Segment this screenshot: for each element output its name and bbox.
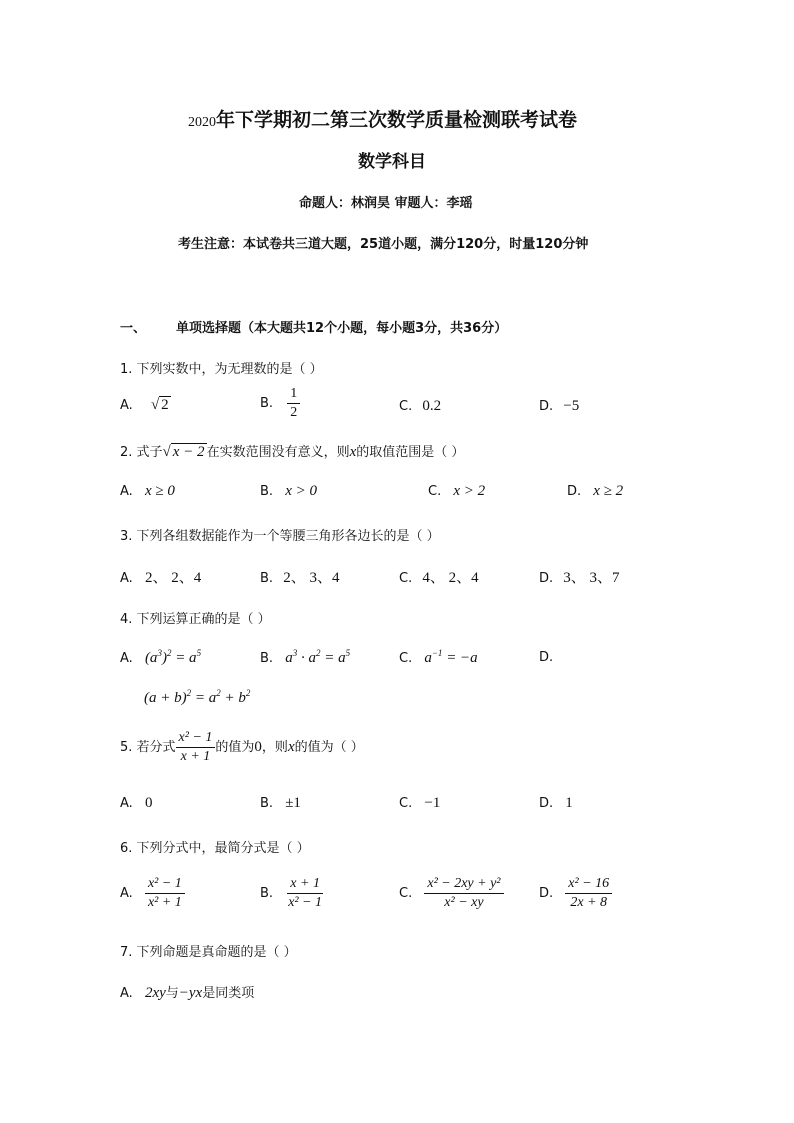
option-value: −5 [563, 398, 580, 414]
option-label: C. [399, 651, 413, 666]
question-3-option-a [120, 566, 201, 587]
option-label: A. [120, 398, 133, 413]
question-4-option-b [260, 648, 350, 667]
question-2-option-a [120, 483, 175, 500]
fraction-denominator: x + 1 [180, 749, 211, 765]
option-label: C. [399, 796, 413, 811]
exam-subject: 数学科目 [358, 152, 426, 172]
question-6-option-a [120, 876, 185, 911]
option-value: x ≥ 2 [593, 483, 624, 499]
question-4-stem: 4. 下列运算正确的是（ ） [120, 612, 271, 627]
fraction-numerator: 1 [287, 386, 300, 404]
variable: x [287, 739, 295, 756]
option-text: 是同类项 [202, 986, 255, 1001]
question-4-option-d-expression [144, 688, 250, 707]
option-label: A. [120, 651, 133, 666]
question-1-option-d [539, 398, 579, 415]
question-5-option-c [399, 795, 440, 812]
fraction [285, 876, 325, 911]
stem-text: 5. 若分式 [120, 740, 176, 756]
option-value: x > 0 [285, 483, 317, 499]
exam-year: 2020 [188, 115, 216, 130]
fraction-denominator: 2x + 8 [570, 895, 608, 911]
question-7-stem: 7. 下列命题是真命题的是（ ） [120, 945, 297, 960]
question-6-option-d [539, 876, 612, 911]
radicand: 2 [161, 397, 169, 413]
option-label: D. [539, 796, 554, 811]
option-label: A. [120, 986, 133, 1001]
option-value: 1 [565, 795, 573, 811]
fraction-numerator: x² − 1 [176, 730, 216, 748]
fraction-numerator: x + 1 [287, 876, 323, 894]
option-value: 2、 2、4 [144, 570, 202, 586]
option-label: A. [120, 796, 133, 811]
option-label: C. [428, 484, 442, 499]
option-value: −1 [424, 795, 441, 811]
question-3-stem: 3. 下列各组数据能作为一个等腰三角形各边长的是（ ） [120, 529, 440, 544]
option-value: 2、 3、4 [283, 570, 340, 586]
fraction [565, 876, 612, 911]
exam-notice: 考生注意：本试卷共三道大题，25道小题，满分120分，时量120分钟 [178, 237, 589, 252]
stem-text: 的值为（ ） [294, 740, 364, 756]
option-label: A. [120, 886, 133, 902]
stem-text: ，则 [261, 740, 288, 756]
option-label: D. [539, 571, 554, 586]
radicand: x − 2 [172, 444, 205, 460]
exam-authors: 命题人：林润昊 审题人：李瑶 [299, 196, 473, 211]
question-4-option-d [539, 650, 553, 665]
question-6-option-c [399, 876, 504, 911]
option-label: A. [120, 571, 133, 586]
stem-text: 的值为 [215, 740, 255, 756]
question-2-option-c [428, 483, 485, 500]
option-label: B. [260, 886, 274, 902]
option-value: 3、 3、7 [563, 570, 620, 586]
fraction [424, 876, 503, 911]
fraction-denominator: x² − xy [444, 895, 484, 911]
question-5-option-d [539, 795, 573, 812]
option-label: C. [399, 399, 413, 414]
math-term: 2xy [144, 985, 166, 1001]
variable: x [349, 444, 357, 460]
option-value: 0 [144, 795, 153, 811]
question-3-option-c [399, 566, 479, 587]
question-5-stem [120, 730, 364, 765]
question-2-option-b [260, 483, 317, 500]
math-expression: $(a^3)^2 = a^5$ [144, 648, 202, 666]
fraction-denominator: x² + 1 [147, 895, 182, 911]
fraction-numerator: x² − 1 [145, 876, 185, 894]
fraction [145, 876, 185, 911]
question-3-option-d [539, 566, 620, 587]
fraction [176, 730, 216, 765]
question-2-stem [120, 441, 464, 461]
option-label: B. [260, 651, 274, 666]
question-1-option-b [260, 386, 300, 421]
fraction-denominator: x² − 1 [288, 895, 323, 911]
option-label: C. [399, 571, 413, 586]
question-6-option-b [260, 876, 325, 911]
exam-title [188, 105, 577, 132]
option-label: B. [260, 796, 274, 811]
option-label: B. [260, 396, 274, 412]
option-value: x > 2 [453, 483, 486, 499]
question-1-stem: 1. 下列实数中，为无理数的是（ ） [120, 362, 323, 377]
question-1-option-a [120, 397, 171, 414]
stem-text: 的取值范围是（ ） [356, 445, 465, 460]
fraction-numerator: x² − 2xy + y² [424, 876, 503, 894]
section-number: 一、 [120, 321, 147, 336]
question-3-option-b [260, 566, 339, 587]
option-value: ±1 [285, 795, 301, 811]
question-7-option-a [120, 982, 254, 1002]
math-expression: $a^{-1} = -a$ [424, 648, 478, 666]
fraction-denominator: 2 [290, 405, 298, 421]
math-expression: $(a + b)^2 = a^2 + b^2$ [144, 688, 251, 706]
option-label: C. [399, 886, 413, 902]
option-label: D. [567, 484, 582, 499]
option-label: B. [260, 571, 274, 586]
option-value: 4、 2、4 [422, 570, 479, 586]
question-4-option-c [399, 648, 478, 667]
stem-number: 0 [254, 739, 262, 756]
option-label: B. [260, 484, 274, 499]
math-term: −yx [178, 985, 203, 1001]
fraction [287, 386, 300, 421]
option-text: 与 [165, 986, 179, 1001]
question-6-stem: 6. 下列分式中，最简分式是（ ） [120, 841, 310, 856]
exam-title-text: 年下学期初二第三次数学质量检测联考试卷 [216, 109, 578, 131]
option-label: D. [539, 650, 554, 665]
option-value: x ≥ 0 [144, 483, 175, 499]
math-expression: $a^3 \cdot a^2 = a^5$ [285, 648, 351, 666]
question-5-option-a [120, 795, 152, 812]
option-label: A. [120, 484, 133, 499]
sqrt-expression: √ 2 [150, 397, 169, 413]
stem-text: 2. 式子 [120, 445, 163, 460]
fraction-numerator: x² − 16 [565, 876, 612, 894]
question-4-option-a [120, 648, 201, 667]
option-label: D. [539, 886, 554, 902]
stem-text: 在实数范围没有意义，则 [206, 445, 350, 460]
option-value: 0.2 [422, 398, 442, 414]
section-title: 单项选择题（本大题共12个小题，每小题3分，共36分） [176, 321, 508, 336]
option-label: D. [539, 399, 554, 414]
question-2-option-d [567, 483, 623, 500]
question-1-option-c [399, 398, 441, 415]
question-5-option-b [260, 795, 301, 812]
sqrt-expression: √ x − 2 [162, 444, 205, 460]
